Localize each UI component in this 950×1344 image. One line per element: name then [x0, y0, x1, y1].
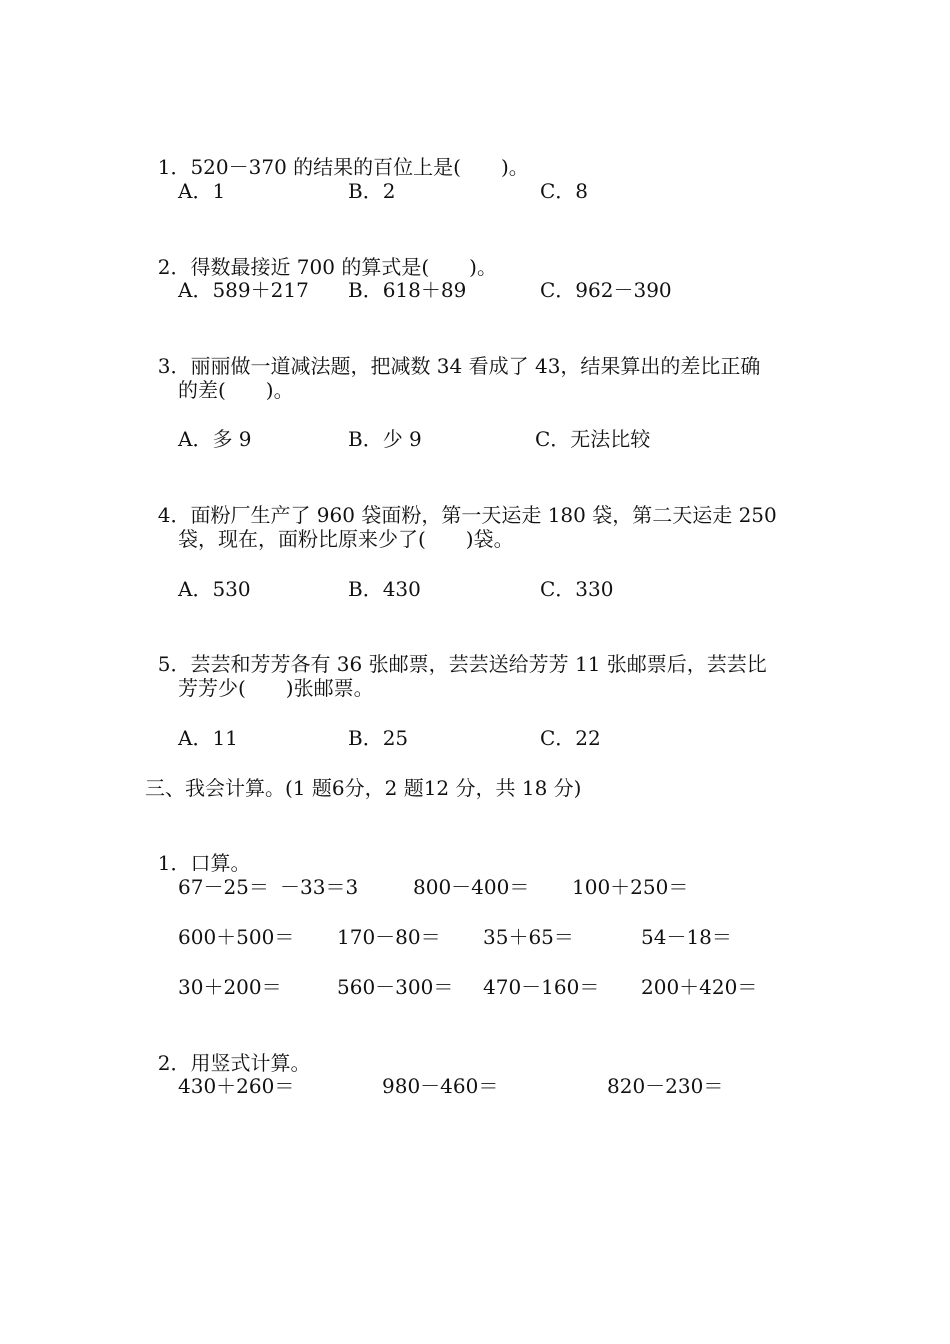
option-b: B．2 — [348, 179, 396, 203]
question-1 — [145, 128, 529, 180]
option-a: A．多 9 — [178, 427, 252, 451]
section-heading: 三、我会计算。(1 题6分，2 题12 分，共 18 分) — [145, 776, 582, 800]
question-text: 用竖式计算。 — [190, 1051, 311, 1075]
option-c: C．962－390 — [540, 278, 672, 302]
option-c: C．330 — [540, 577, 614, 601]
oral-calc-item: 200＋420＝ — [641, 975, 758, 999]
question-text: 芸芸和芳芳各有 36 张邮票，芸芸送给芳芳 11 张邮票后，芸芸比 — [190, 652, 767, 676]
question-5 — [145, 625, 767, 677]
question-4 — [145, 476, 777, 528]
option-c: C．22 — [540, 726, 601, 750]
calc-question-2 — [145, 1024, 310, 1076]
calc-question-1 — [145, 824, 250, 876]
question-number: 3． — [157, 354, 191, 378]
oral-calc-item: 35＋65＝ — [483, 925, 574, 949]
oral-calc-item: 67－25＝ — [178, 875, 269, 899]
option-a: A．589＋217 — [178, 278, 309, 302]
option-c: C．无法比较 — [535, 427, 651, 451]
option-b: B．25 — [348, 726, 409, 750]
question-3 — [145, 327, 760, 379]
oral-calc-item: 470－160＝ — [483, 975, 600, 999]
question-number: 5． — [157, 652, 191, 676]
question-4-continued: 袋，现在，面粉比原来少了( )袋。 — [178, 527, 514, 551]
option-b: B．430 — [348, 577, 421, 601]
question-text: 得数最接近 700 的算式是( )。 — [190, 255, 497, 279]
oral-calc-item: －33＝3 — [280, 875, 359, 899]
oral-calc-item: 170－80＝ — [337, 925, 441, 949]
question-text: 口算。 — [190, 851, 251, 875]
oral-calc-item: 54－18＝ — [641, 925, 732, 949]
option-b: B．少 9 — [348, 427, 422, 451]
question-number: 2． — [157, 1051, 191, 1075]
vertical-calc-item: 980－460＝ — [382, 1074, 499, 1098]
option-a: A．1 — [178, 179, 226, 203]
option-c: C．8 — [540, 179, 589, 203]
vertical-calc-item: 430＋260＝ — [178, 1074, 295, 1098]
oral-calc-item: 560－300＝ — [337, 975, 454, 999]
question-3-continued: 的差( )。 — [178, 378, 294, 402]
option-a: A．530 — [178, 577, 251, 601]
question-number: 4． — [157, 503, 191, 527]
question-number: 2． — [157, 255, 191, 279]
question-2 — [145, 228, 497, 280]
question-number: 1． — [157, 851, 191, 875]
option-b: B．618＋89 — [348, 278, 467, 302]
question-text: 520－370 的结果的百位上是( )。 — [190, 155, 529, 179]
question-text: 面粉厂生产了 960 袋面粉，第一天运走 180 袋，第二天运走 250 — [190, 503, 777, 527]
option-a: A．11 — [178, 726, 238, 750]
oral-calc-item: 600＋500＝ — [178, 925, 295, 949]
question-number: 1． — [157, 155, 191, 179]
oral-calc-item: 30＋200＝ — [178, 975, 282, 999]
vertical-calc-item: 820－230＝ — [607, 1074, 724, 1098]
question-text: 丽丽做一道减法题，把减数 34 看成了 43，结果算出的差比正确 — [190, 354, 761, 378]
oral-calc-item: 800－400＝ — [413, 875, 530, 899]
oral-calc-item: 100＋250＝ — [572, 875, 689, 899]
question-5-continued: 芳芳少( )张邮票。 — [178, 676, 374, 700]
